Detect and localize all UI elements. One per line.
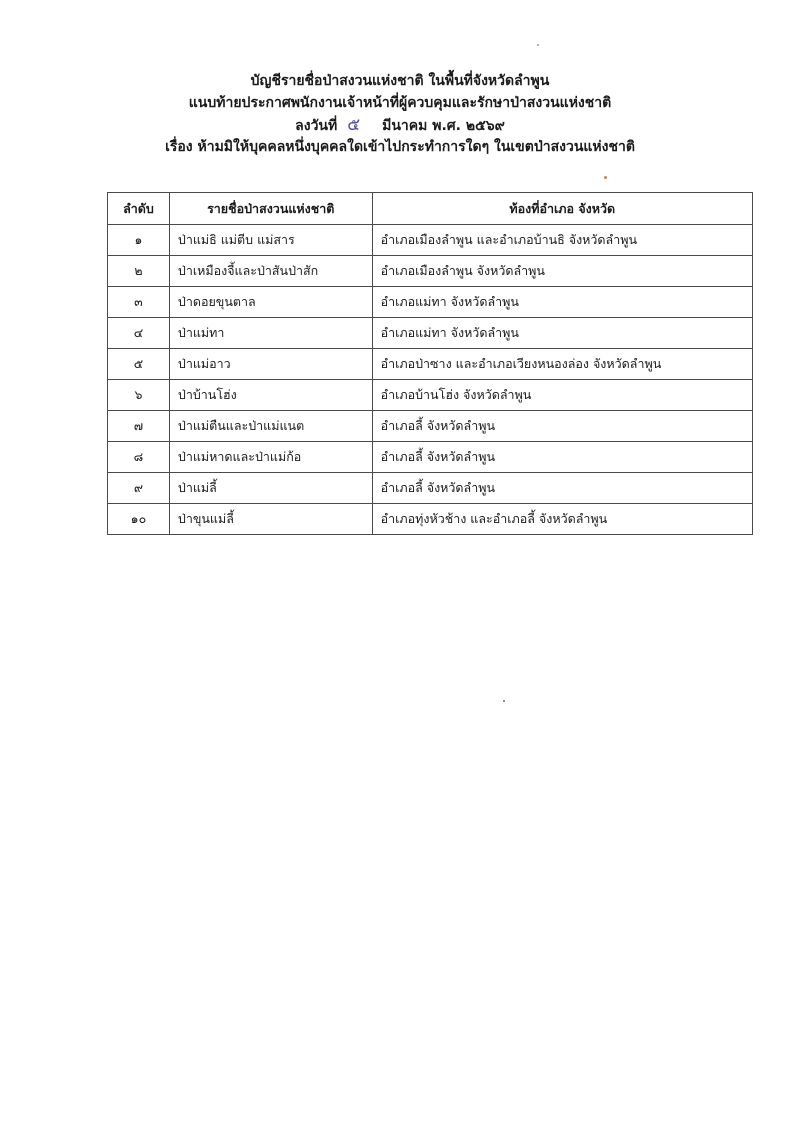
forest-name: ป่าแม่อาว (169, 349, 372, 380)
forest-location: อำเภอแม่ทา จังหวัดลำพูน (372, 318, 752, 349)
forest-location: อำเภอบ้านโฮ่ง จังหวัดลำพูน (372, 380, 752, 411)
forest-location: อำเภอลี้ จังหวัดลำพูน (372, 442, 752, 473)
row-number: ๑๐ (108, 504, 170, 535)
row-number: ๒ (108, 256, 170, 287)
table-row (108, 225, 753, 256)
forest-name: ป่าแม่ธิ แม่ตีบ แม่สาร (169, 225, 372, 256)
row-number: ๕ (108, 349, 170, 380)
header-title: บัญชีรายชื่อป่าสงวนแห่งชาติ ในพื้นที่จังหวัดลำพูน (250, 73, 550, 89)
forest-name: ป่าแม่หาดและป่าแม่ก้อ (169, 442, 372, 473)
header-subtitle: แนบท้ายประกาศพนักงานเจ้าหน้าที่ผู้ควบคุมและรักษาป่าสงวนแห่งชาติ (188, 95, 612, 111)
forest-name: ป่าขุนแม่ลี้ (169, 504, 372, 535)
table-header-row (108, 193, 753, 225)
forest-location: อำเภอเมืองลำพูน และอำเภอบ้านธิ จังหวัดลำพูน (372, 225, 752, 256)
header-date (0, 114, 800, 136)
table-row (108, 287, 753, 318)
table-row (108, 504, 753, 535)
row-number: ๗ (108, 411, 170, 442)
forest-location: อำเภอเมืองลำพูน จังหวัดลำพูน (372, 256, 752, 287)
column-header-location: ท้องที่อำเภอ จังหวัด (372, 193, 752, 225)
date-day-handwritten: ๕ (347, 115, 361, 135)
forest-location: อำเภอลี้ จังหวัดลำพูน (372, 411, 752, 442)
forest-name: ป่าดอยขุนตาล (169, 287, 372, 318)
forest-name: ป่าแม่ลี้ (169, 473, 372, 504)
scan-speck (537, 44, 539, 46)
forest-location: อำเภอแม่ทา จังหวัดลำพูน (372, 287, 752, 318)
row-number: ๓ (108, 287, 170, 318)
forest-location: อำเภอทุ่งหัวช้าง และอำเภอลี้ จังหวัดลำพูน (372, 504, 752, 535)
table-row (108, 442, 753, 473)
scan-speck (604, 176, 607, 179)
forest-reserve-table (107, 192, 753, 535)
table-row (108, 411, 753, 442)
document-header (0, 70, 800, 158)
table-row (108, 349, 753, 380)
row-number: ๑ (108, 225, 170, 256)
table-row (108, 256, 753, 287)
forest-location: อำเภอป่าซาง และอำเภอเวียงหนองล่อง จังหวัดลำพูน (372, 349, 752, 380)
date-month-year: มีนาคม พ.ศ. ๒๕๖๙ (382, 118, 505, 134)
scan-speck (503, 700, 505, 702)
row-number: ๙ (108, 473, 170, 504)
forest-name: ป่าเหมืองจี้และป่าสันป่าสัก (169, 256, 372, 287)
row-number: ๘ (108, 442, 170, 473)
column-header-name: รายชื่อป่าสงวนแห่งชาติ (169, 193, 372, 225)
table-row (108, 473, 753, 504)
row-number: ๔ (108, 318, 170, 349)
header-subject: เรื่อง ห้ามมิให้บุคคลหนึ่งบุคคลใดเข้าไปกระทำการใดๆ ในเขตป่าสงวนแห่งชาติ (165, 139, 635, 155)
row-number: ๖ (108, 380, 170, 411)
table-row (108, 380, 753, 411)
forest-name: ป่าแม่ตืนและป่าแม่แนต (169, 411, 372, 442)
column-header-no: ลำดับ (108, 193, 170, 225)
forest-location: อำเภอลี้ จังหวัดลำพูน (372, 473, 752, 504)
table-row (108, 318, 753, 349)
forest-name: ป่าแม่ทา (169, 318, 372, 349)
date-prefix: ลงวันที่ (295, 118, 338, 134)
forest-name: ป่าบ้านโฮ่ง (169, 380, 372, 411)
